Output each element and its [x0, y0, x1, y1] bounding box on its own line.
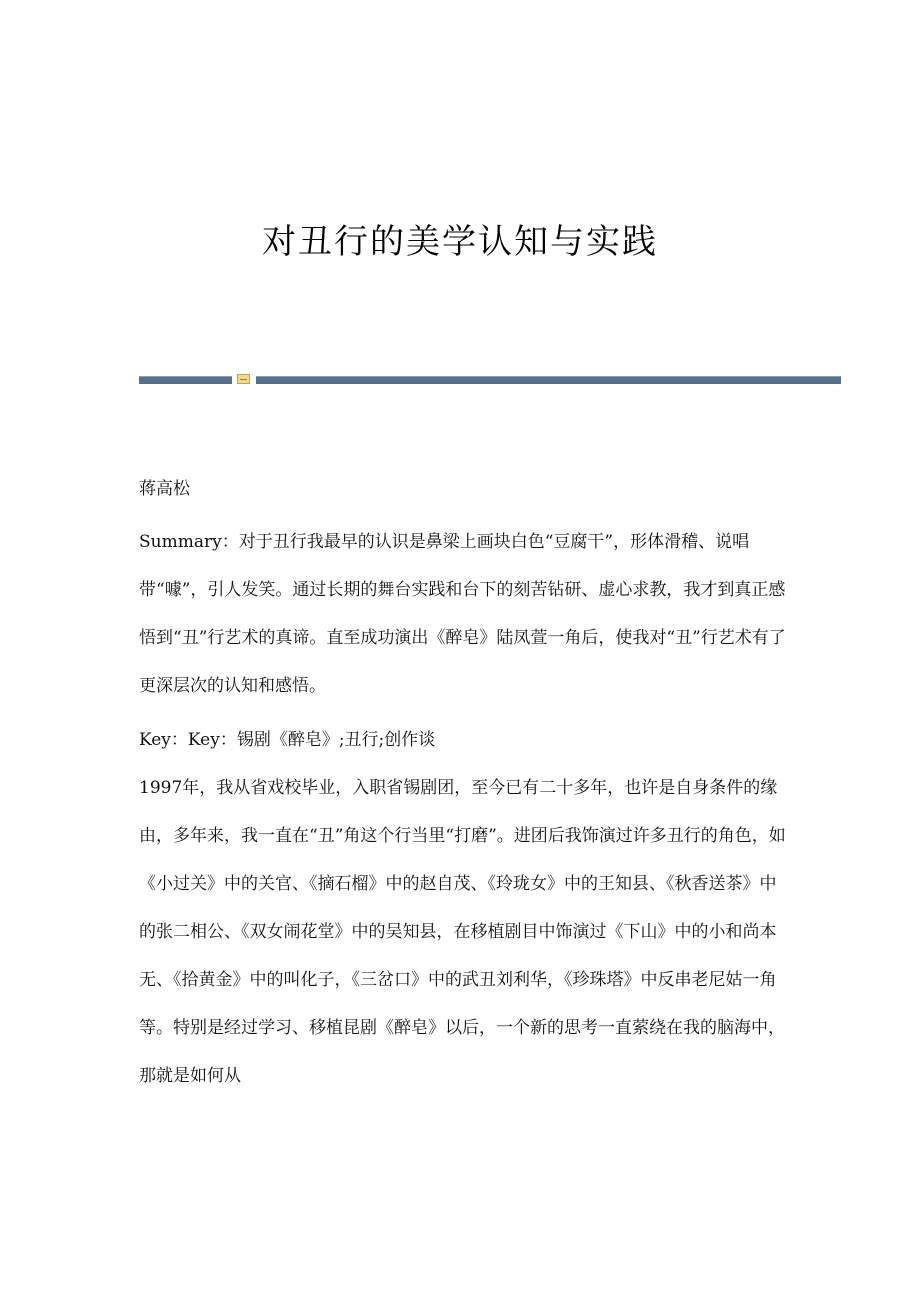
body-paragraph: 1997年，我从省戏校毕业，入职省锡剧团，至今已有二十多年，也许是自身条件的缘由，多年来，我一直在“丑”角这个行当里“打磨”。进团后我饰演过许多丑行的角色，如《小过关》中的关官、《摘石榴》中的赵自茂、《玲珑女》中的王知县、《秋香送茶》中的张二相公、《双女闹花堂》中的吴知县，在移植剧目中饰演过《下山》中的小和尚本无、《拾黄金》中的叫化子，《三岔口》中的武丑刘利华，《珍珠塔》中反串老尼姑一角等。特别是经过学习、移植昆剧《醉皂》以后，一个新的思考一直萦绕在我的脑海中，那就是如何从 — [139, 778, 786, 1086]
divider-bar-right — [256, 376, 841, 384]
keywords-text: Key：锡剧《醉皂》;丑行;创作谈 — [187, 730, 436, 750]
divider-ornament-icon — [237, 374, 250, 384]
document-title: 对丑行的美学认知与实践 — [262, 222, 658, 262]
title-divider — [139, 374, 841, 384]
summary-text: 对于丑行我最早的认识是鼻梁上画块白色“豆腐干”，形体滑稽、说唱带“噱”，引人发笑。通过长期的舞台实践和台下的刻苦钻研、虚心求教，我才到真正感悟到“丑”行艺术的真谛。直至成功演出《醉皂》陆凤萱一角后，使我对“丑”行艺术有了更深层次的认知和感悟。 — [139, 532, 786, 696]
author-name: 蒋高松 — [139, 479, 190, 499]
keywords-label: Key： — [139, 730, 188, 750]
divider-bar-left — [139, 376, 232, 384]
summary-paragraph — [139, 518, 789, 710]
summary-label: Summary： — [139, 532, 239, 552]
keywords-line — [139, 716, 789, 764]
